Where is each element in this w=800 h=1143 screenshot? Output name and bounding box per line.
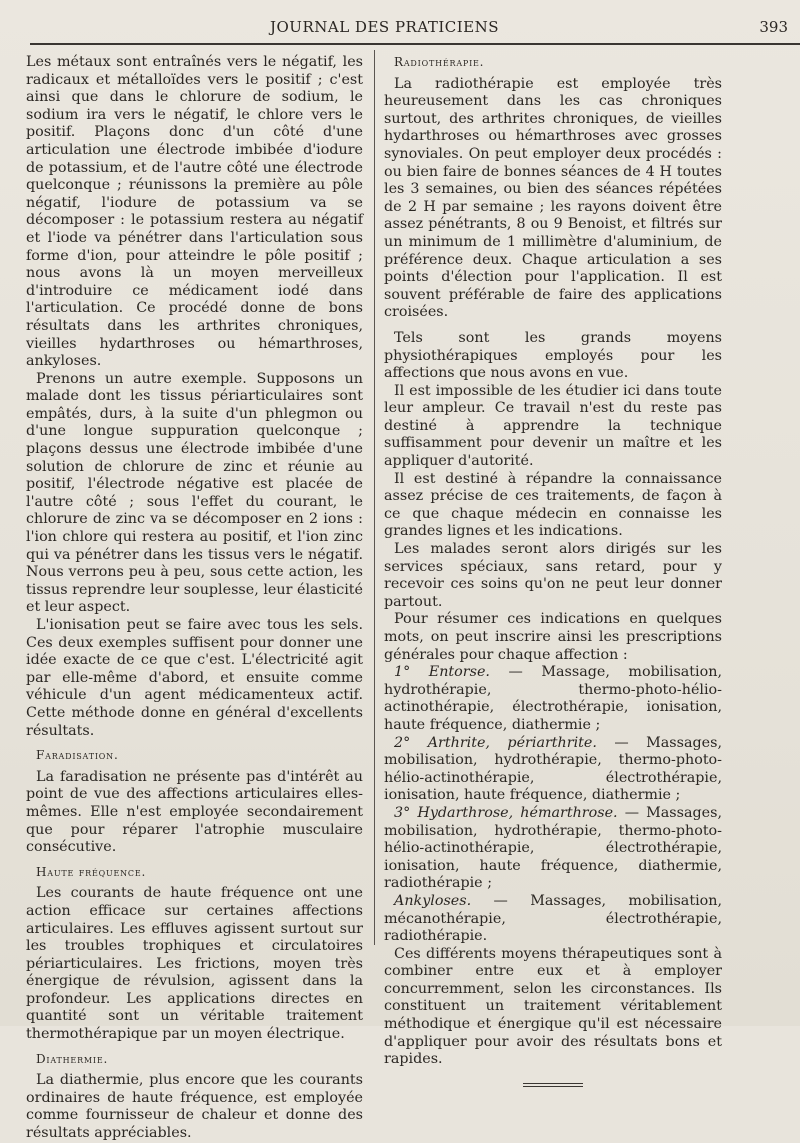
item-text: — Massages, mobilisation, mécanothérapie, électrothérapie, radiothérapie. — [384, 892, 722, 945]
left-column — [26, 54, 363, 1143]
paragraph: Il est destiné à répandre la connaissance assez précise de ces traitements, de façon à ce que chaque médecin en connaisse les grandes lignes et les indications. — [384, 470, 722, 540]
paragraph: La faradisation ne présente pas d'intérêt au point de vue des affections articulaires elles-mêmes. Elle n'est employée secondairement que pour réparer l'atrophie musculaire consécutive. — [26, 768, 363, 856]
prescription-item — [384, 735, 722, 805]
spacer — [384, 322, 722, 330]
paragraph: Prenons un autre exemple. Supposons un malade dont les tissus périarticulaires sont empâtés, durs, à la suite d'un phlegmon ou d'une longue suppuration quelconque ; plaçons dessus une électrode imbibée d'une solution de chlorure de zinc et réunie au positif, l'électrode négative est placée de l'autre côté ; sous l'effet du courant, le chlorure de zinc va se décomposer en 2 ions : l'ion chlore qui restera au positif, et l'ion zinc qui va pénétrer dans les tissus vers le négatif. Nous verrons peu à peu, sous cette action, les tissus reprendre leur souplesse, leur élasticité et leur aspect. — [26, 370, 363, 616]
paragraph: Il est impossible de les étudier ici dans toute leur ampleur. Ce travail n'est du reste pas destiné à apprendre la technique suffisamment pour devenir un maître et les appliquer d'autorité. — [384, 382, 722, 470]
paragraph: L'ionisation peut se faire avec tous les sels. Ces deux exemples suffisent pour donner une idée exacte de ce que c'est. L'électricité agit par elle-même d'abord, et ensuite comme véhicule d'un agent médicamenteux actif. Cette méthode donne en général d'excellents résultats. — [26, 617, 363, 739]
paragraph: Les malades seront alors dirigés sur les services spéciaux, sans retard, pour y recevoir ces soins qu'on ne peut leur donner partout. — [384, 541, 722, 610]
item-label: Ankyloses. — [394, 892, 472, 909]
page-number: 393 — [759, 18, 788, 36]
paragraph: Les courants de haute fréquence ont une action efficace sur certaines affections articulaires. Les effluves agissent surtout sur les troubles trophiques et circulatoires périarticulaires. Les frictions, moyen très énergique de révulsion, agissent dans la profondeur. Les applications directes en quantité sont un véritable traitement thermothérapique par un moyen électrique. — [26, 885, 363, 1043]
header-rule — [30, 43, 800, 45]
paragraph: Tels sont les grands moyens physiothérapiques employés pour les affections que nous avons en vue. — [384, 329, 722, 382]
paragraph: La diathermie, plus encore que les courants ordinaires de haute fréquence, est employée comme fournisseur de chaleur et donne des résultats appréciables. — [26, 1072, 363, 1142]
section-heading-radiotherapie: Radiothérapie. — [394, 55, 485, 69]
item-text: — Massage, mobilisation, hydrothérapie, thermo-photo-hélio-actinothérapie, électrothérapie, ionisation, haute fréquence, diathermie ; — [384, 664, 722, 733]
page-header — [0, 18, 800, 42]
item-label: 2° Arthrite, périarthrite. — [394, 734, 597, 751]
right-column — [384, 54, 722, 1087]
column-divider — [374, 50, 375, 945]
paragraph: La radiothérapie est employée très heureusement dans les cas chroniques surtout, des arthrites chroniques, de vieilles hydarthroses ou hémarthroses avec grosses synoviales. On peut employer deux procédés : ou bien faire de bonnes séances de 4 H toutes les 3 semaines, ou bien des séances répétées de 2 H par semaine ; les rayons doivent être assez pénétrants, 8 ou 9 Benoist, et filtrés sur un minimum de 1 millimètre d'aluminium, de préférence deux. Chaque articulation a ses points d'élection pour l'application. Il est souvent préférable de faire des applications croisées. — [384, 75, 722, 321]
running-title: JOURNAL DES PRATICIENS — [270, 18, 500, 36]
section-heading-diathermie: Diathermie. — [36, 1051, 109, 1066]
item-text: — Massages, mobilisation, hydrothérapie, thermo-photo-hélio-actinothérapie, électrothérapie, ionisation, haute fréquence, diathermie ; — [384, 734, 722, 804]
paragraph: Ces différents moyens thérapeutiques sont à combiner entre eux et à employer concurremment, selon les circonstances. Ils constituent un traitement véritablement méthodique et énergique qu'il est nécessaire d'appliquer pour avoir des résultats bons et rapides. — [384, 945, 722, 1068]
paragraph: Pour résumer ces indications en quelques mots, on peut inscrire ainsi les prescriptions générales pour chaque affection : — [384, 611, 722, 663]
end-rule — [523, 1083, 583, 1087]
item-label: 3° Hydarthrose, hémarthrose. — [394, 804, 618, 821]
section-heading-haute-frequence: Haute fréquence. — [36, 864, 147, 879]
paragraph: Les métaux sont entraînés vers le négatif, les radicaux et métalloïdes vers le positif ; c'est ainsi que dans le chlorure de sodium, le sodium ira vers le négatif, le chlore vers le positif. Plaçons donc d'un côté d'une articulation une électrode imbibée d'iodure de potassium, et de l'autre côté une électrode quelconque ; réunissons la première au pôle négatif, l'iodure de potassium va se décomposer : le potassium restera au négatif et l'iode va pénétrer dans l'articulation sous forme d'ion, pour atteindre le pôle positif ; nous avons là un moyen merveilleux d'introduire ce médicament iodé dans l'articulation. Ce procédé donne de bons résultats dans les arthrites chroniques, vieilles hydarthroses ou hémarthroses, ankyloses. — [26, 54, 363, 370]
prescription-item — [384, 893, 722, 946]
prescription-item — [384, 805, 722, 893]
section-heading-faradisation: Faradisation. — [36, 748, 119, 763]
prescription-item — [384, 664, 722, 734]
item-text: — Massages, mobilisation, hydrothérapie, thermo-photo-hélio-actinothérapie, électrothérapie, ionisation, haute fréquence, diathermie, radiothérapie ; — [384, 804, 722, 892]
item-label: 1° Entorse. — [394, 664, 490, 681]
